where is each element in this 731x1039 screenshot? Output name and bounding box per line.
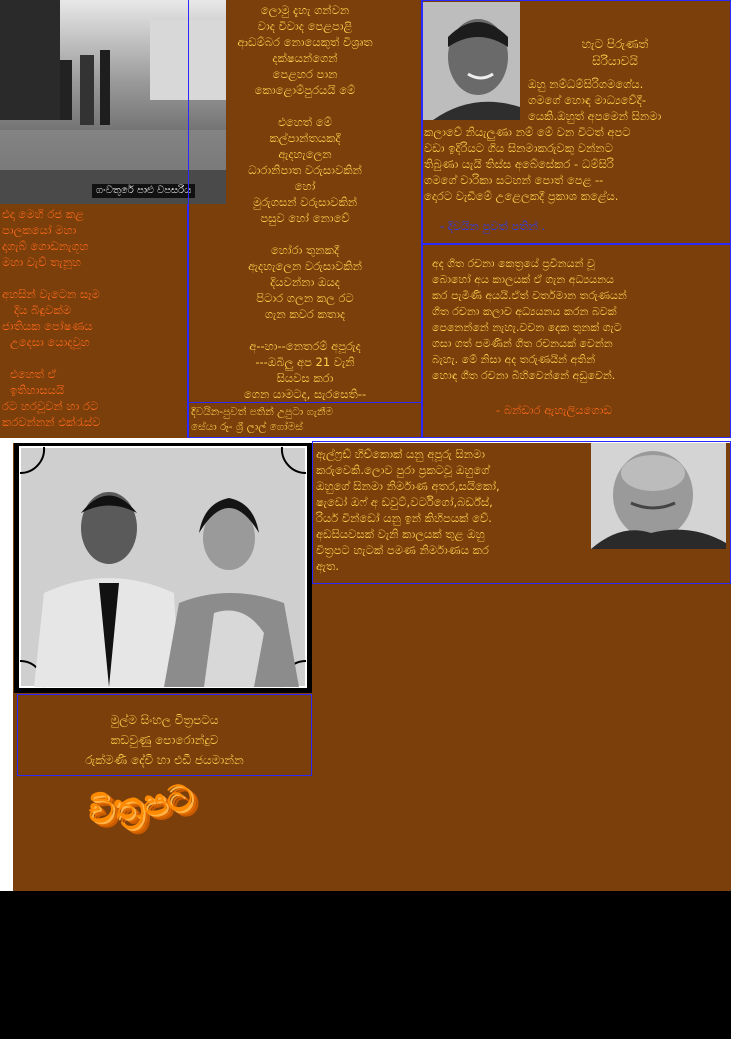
left-line: එහෙත් ඒ: [10, 367, 57, 381]
left-line: උදෙසා යොදවූහ: [10, 335, 90, 349]
right-mid-body: හොඳ ගීත රචනා බිහිවෙන්නේ අඩුවෙන්.: [432, 369, 616, 382]
left-line: දිය බිඳුවක්ම: [14, 303, 71, 317]
hitchcock-body: ඔහුගේ සිනමා නිර්මාණ අතර,සයිකෝ,: [316, 479, 500, 493]
bottom-black-area: [0, 891, 731, 1039]
couple-photo: [14, 443, 312, 693]
right-top-body: ගමගේ හොඳ මාධ්‍යවේදී-: [528, 93, 647, 107]
couple-caption-line: කඩවුණු පොරොන්දුව: [110, 733, 219, 747]
right-mid-body: කර පැමිණි අයයි.ඒත් වර්තමාන තරුණයන්: [432, 289, 627, 302]
hitchcock-body: රියර් වින්ඩෝ යනු ඉන් කිහිපයක් වේ.: [316, 511, 492, 525]
poem-line: ලොමු දැහැ ගන්වන: [260, 3, 350, 17]
poem-credit-line: සේයා රූ- ශ්‍රී ලාල් ගෝමස්: [191, 421, 303, 433]
hitchcock-portrait: [591, 443, 726, 549]
poem-line: හෝරා තුනකදී: [270, 243, 340, 257]
couple-caption-line: මුල්ම සිංහල චිත්‍රපටය: [110, 713, 219, 727]
hitchcock-body: අඩසියවසක් වැනි කාලයක් තුළ ඔහු: [316, 527, 485, 541]
left-line: ජාතියක පෝෂණය: [2, 319, 93, 333]
poem-line: අ--හා--නෙතරම් අපූරුද: [249, 339, 361, 353]
right-mid-body: බැහැ. මේ නිසා අද තරුණයින් අතින්: [432, 353, 596, 366]
left-line: මහා වැව් තැනූහ: [2, 255, 82, 269]
hitchcock-body: ෂැඩෝ ඔෆ් අ ඩවුට්,වර්ටිගෝ,බර්ඩ්ස්,: [316, 495, 493, 509]
left-line: දාගැබ් ගොඩනැගූහ: [2, 239, 89, 253]
poem-line: ඇදහැලෙන වරුසාවකින්: [248, 259, 362, 273]
right-mid-body: පෙනෙන්නේ නැහැ.වචන දෙක තුනක් ගැට: [432, 321, 622, 334]
right-top-source: - දිවයින පුවත් පතින් .: [440, 219, 546, 233]
right-mid-author: - බන්ඩාර ඇහැලියගොඩ: [496, 403, 612, 417]
left-line: කරවන්නන් එක්රැස්ව: [2, 415, 101, 429]
right-mid-body: බොහෝ අය කාලයක් ඒ ගැන අධ්‍යයනය: [432, 273, 614, 286]
right-top-body: දොරට වැඩීමේ උළෙලකදී ප්‍රකාශ කළේය.: [424, 189, 619, 203]
poem-line: ධාරානිපාත වරුසාවකින්: [248, 163, 362, 177]
poem-line: එහෙත් මේ: [278, 115, 332, 129]
left-line: අහසින් වැටෙන සෑම: [2, 287, 100, 301]
couple-photo-image: [14, 443, 312, 693]
left-line: රට හරවූවන් හා රට: [2, 399, 99, 413]
right-mid-body: අද ගීත රචනා කෙත්‍රයේ ප්‍රවීනයන් වූ: [432, 257, 595, 270]
right-top-title: හැට පිරුණත්: [581, 37, 649, 51]
poem-line: ගැන කවර කතාද: [264, 307, 346, 321]
portrait-image: [423, 2, 520, 120]
poem-line: හෝ: [294, 179, 316, 193]
chithrapata-logo: චිත්‍රපට: [85, 776, 196, 833]
hitchcock-body: ඇත.: [316, 559, 339, 573]
right-mid-body: ගසා ගත් පමණින් ගීත රචනයක් වෙන්න: [432, 337, 613, 350]
right-top-title: සිරියාවයි: [592, 54, 638, 68]
poem-line: ---ඔබිලු අප 21 වැනි: [255, 355, 355, 369]
poem-line: වාද විවාද පෙළපාළි: [257, 19, 353, 33]
right-top-body: යෙකි.ඔහුත් අපමෙන් සිනමා: [528, 109, 662, 123]
poem-line: දක්ෂයන්ගෙන්: [272, 51, 338, 65]
right-top-body: වඩා ඉදිරියට ගිය සිනමාකරුවකු වන්නට: [424, 141, 613, 155]
right-top-body: තිබුණා යැයි තිස්ස අබේසේකර - ධම්සිරි: [424, 157, 614, 171]
hitchcock-body: කරුවෙකි.ලොව පුරා ප්‍රකටවූ ඔහුගේ: [316, 463, 490, 477]
right-top-body: ඔහු නම්ධම්සිරිගමගේය.: [528, 77, 644, 91]
right-top-body: කලාවේ නියැලුණා නම් මේ වන විටත් අපට: [424, 125, 631, 139]
poem-line: පසුව හෝ නොවේ: [260, 211, 350, 225]
hitchcock-body: විත්‍රපට හැටක් පමණ නිර්මාණය කර: [316, 543, 489, 557]
poem-line: පෙළහර පාන: [272, 67, 338, 81]
left-line: එදා මෙහි රජ කළ: [2, 207, 84, 221]
poem-line: ආඩම්බර නොයෙකුත් විශ්‍රෘත: [237, 35, 373, 49]
flood-photo-caption: ගංවතුරේ පාළු වපසරිය: [92, 184, 195, 198]
poem-line: කල්පාන්තයකදී: [269, 131, 341, 145]
hitchcock-image: [591, 443, 726, 549]
right-top-body: ගමගේ චාරිකා සටහන් පොත් පෙළ --: [424, 173, 604, 187]
poem-line: සියවස කරා: [276, 371, 334, 385]
poem-line: දියවන්නා ඔයද: [270, 275, 340, 289]
couple-caption-line: රුක්මණී දේවි හා එඩී ජයමාන්න: [85, 753, 244, 767]
right-mid-body: ගීත රචනා කලාව අධ්‍යයනය කරන බවක්: [432, 305, 617, 318]
left-line: ඉතිහාසයයි: [10, 383, 65, 397]
hitchcock-body: ඇල්ෆ්‍රඩ් හිච්කොක් යනු අපූරු සිනමා: [316, 447, 486, 461]
dhammasiri-portrait: [423, 2, 520, 120]
poem-line: ගෙන යාමටද, සැරසෙති--: [243, 387, 367, 401]
poem-line: මුරුගසන් වරුසාවකින්: [252, 195, 358, 209]
poem-line: ඇදහැලෙන: [278, 147, 332, 161]
poem-credit-line: දිවයින-පුවත් පතින් උපුටා ගැනීම: [191, 406, 334, 418]
poem-line: කොළොම්පුරයයි මේ: [254, 83, 356, 97]
left-line: පාලකයෝ මහා: [2, 223, 77, 237]
poem-line: පිටාර ගලන කල රට: [256, 291, 354, 305]
